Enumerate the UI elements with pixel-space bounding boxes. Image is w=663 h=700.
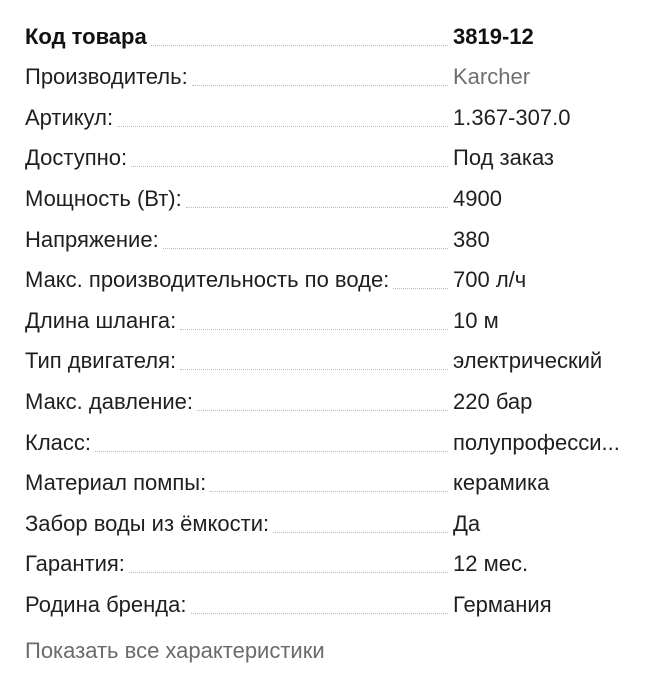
spec-row-voltage	[25, 213, 663, 254]
spec-value: 3819-12	[453, 23, 534, 49]
spec-label-wrap	[25, 63, 448, 91]
spec-row-article	[25, 91, 663, 132]
spec-label: Артикул:	[25, 104, 114, 130]
spec-label-wrap	[25, 591, 448, 619]
spec-row-hose-length	[25, 294, 663, 335]
leader-dots	[163, 247, 448, 249]
spec-value: 700 л/ч	[453, 267, 527, 293]
leader-dots	[180, 328, 448, 330]
spec-row-manufacturer	[25, 51, 663, 92]
leader-dots	[210, 490, 448, 492]
spec-label: Макс. давление:	[25, 388, 194, 414]
spec-value: 4900	[453, 185, 502, 211]
spec-label: Материал помпы:	[25, 470, 207, 496]
manufacturer-link[interactable]: Karcher	[453, 64, 531, 90]
spec-row-water-intake	[25, 497, 663, 538]
spec-label-wrap	[25, 185, 448, 213]
spec-value: Под заказ	[453, 145, 555, 171]
spec-value: 12 мес.	[453, 551, 529, 577]
spec-label: Напряжение:	[25, 226, 159, 252]
leader-dots	[180, 368, 448, 370]
spec-label: Доступно:	[25, 145, 128, 171]
spec-row-warranty	[25, 538, 663, 579]
spec-row-water-flow	[25, 254, 663, 295]
spec-label: Класс:	[25, 429, 91, 455]
spec-value: полупрофесси...	[453, 429, 620, 455]
spec-value: 380	[453, 226, 490, 252]
leader-dots	[95, 450, 448, 452]
leader-dots	[192, 84, 448, 86]
spec-label-wrap	[25, 144, 448, 172]
spec-label-wrap	[25, 23, 448, 51]
spec-value: электрический	[453, 348, 603, 374]
spec-row-brand-origin	[25, 578, 663, 619]
leader-dots	[131, 165, 448, 167]
spec-label: Родина бренда:	[25, 591, 187, 617]
spec-label: Макс. производительность по воде:	[25, 267, 390, 293]
spec-label: Производитель:	[25, 64, 188, 90]
spec-row-power	[25, 172, 663, 213]
spec-label-wrap	[25, 266, 448, 294]
spec-value: Германия	[453, 591, 552, 617]
spec-label-wrap	[25, 226, 448, 254]
spec-value: 220 бар	[453, 388, 533, 414]
spec-label: Гарантия:	[25, 551, 125, 577]
spec-label-wrap	[25, 388, 448, 416]
spec-label-wrap	[25, 550, 448, 578]
spec-label: Длина шланга:	[25, 307, 177, 333]
spec-label-wrap	[25, 104, 448, 132]
spec-label-wrap	[25, 429, 448, 457]
spec-label: Тип двигателя:	[25, 348, 177, 374]
leader-dots	[197, 409, 448, 411]
leader-dots	[393, 287, 448, 289]
leader-dots	[186, 206, 448, 208]
spec-row-pump-material	[25, 457, 663, 498]
spec-value: Да	[453, 510, 481, 536]
spec-label: Забор воды из ёмкости:	[25, 510, 270, 536]
spec-row-availability	[25, 132, 663, 173]
spec-label-wrap	[25, 469, 448, 497]
leader-dots	[117, 125, 448, 127]
spec-row-product-code	[25, 10, 663, 51]
spec-value: 1.367-307.0	[453, 104, 571, 130]
spec-row-class	[25, 416, 663, 457]
spec-label-wrap	[25, 510, 448, 538]
spec-label-wrap	[25, 347, 448, 375]
spec-label: Мощность (Вт):	[25, 185, 182, 211]
leader-dots	[273, 531, 448, 533]
spec-label-wrap	[25, 307, 448, 335]
spec-row-max-pressure	[25, 375, 663, 416]
leader-dots	[129, 571, 448, 573]
spec-value: керамика	[453, 470, 550, 496]
show-all-specs-link[interactable]: Показать все характеристики	[25, 638, 325, 663]
spec-label: Код товара	[25, 23, 147, 49]
spec-row-engine-type	[25, 335, 663, 376]
leader-dots	[191, 612, 449, 614]
leader-dots	[151, 44, 448, 46]
spec-value: 10 м	[453, 307, 499, 333]
spec-list	[25, 10, 663, 619]
